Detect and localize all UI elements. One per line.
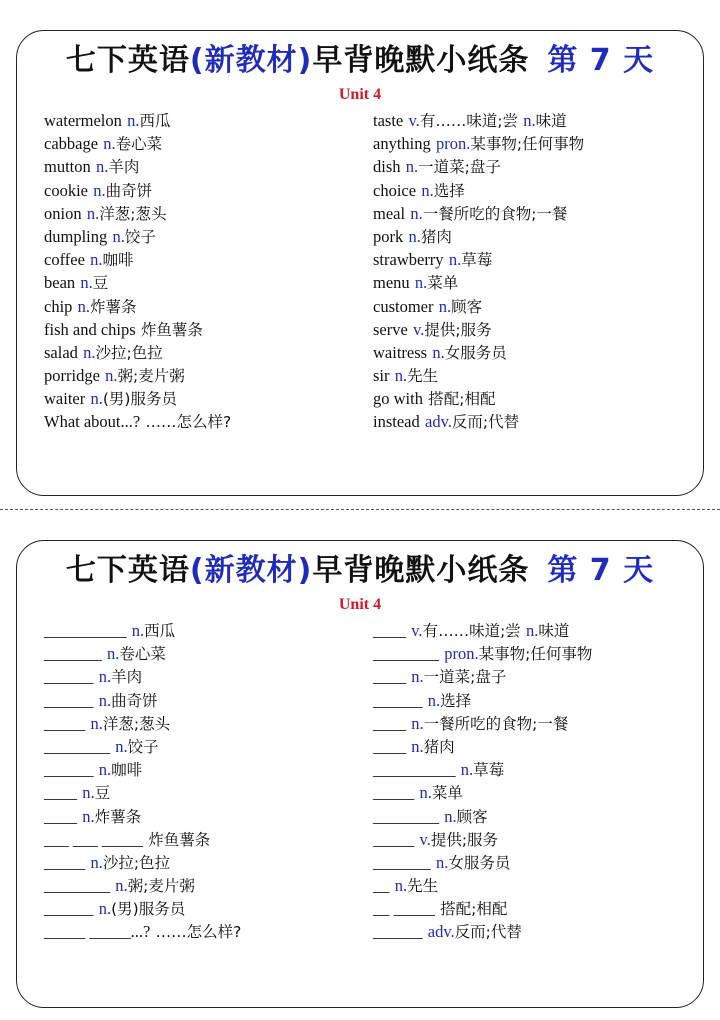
answer-blank: __________ [44, 621, 127, 640]
part-of-speech: n. [103, 134, 116, 154]
dictation-row [373, 642, 693, 665]
dictation-row [44, 758, 364, 781]
part-of-speech: n. [127, 111, 140, 130]
answer-blank: ____ [373, 736, 406, 756]
chinese-meaning: 搭配;相配 [440, 900, 508, 919]
part-of-speech: n. [98, 760, 112, 780]
answer-blank: ________ [373, 644, 439, 664]
part-of-speech: adv. [425, 412, 452, 432]
part-of-speech: n. [411, 667, 424, 687]
chinese-meaning: 搭配;相配 [428, 390, 496, 409]
title-highlight: (新教材) [189, 553, 313, 588]
part-of-speech: n. [90, 852, 103, 872]
english-word: coffee [44, 250, 85, 270]
dictation-row [44, 920, 364, 943]
dictation-row [373, 665, 693, 688]
part-of-speech: n. [411, 736, 424, 756]
part-of-speech: n. [107, 644, 120, 664]
cut-line [0, 509, 720, 510]
chinese-meaning: 洋葱;葱头 [102, 714, 171, 733]
vocab-row [44, 341, 364, 364]
part-of-speech: n. [90, 389, 103, 409]
english-word: onion [44, 203, 82, 223]
chinese-meaning: 羊肉 [111, 668, 143, 687]
vocab-row [44, 225, 364, 248]
chinese-meaning: 咖啡 [102, 251, 134, 270]
dictation-row [44, 665, 364, 688]
unit-label: Unit 4 [338, 596, 382, 613]
part-of-speech: n. [419, 783, 432, 803]
dictation-column-right [373, 619, 693, 944]
part-of-speech: n. [131, 621, 145, 640]
part-of-speech: n. [82, 806, 95, 826]
chinese-meaning: 某事物;任何事物 [478, 645, 593, 664]
part-of-speech: n. [394, 366, 408, 386]
answer-blank: __ _____ [373, 899, 435, 919]
english-word: meal [373, 203, 406, 223]
dictation-row [373, 920, 693, 943]
part-of-speech: n. [414, 273, 428, 293]
english-word: serve [373, 319, 408, 339]
chinese-meaning: 先生 [407, 367, 439, 386]
chinese-meaning: 提供;服务 [430, 830, 499, 849]
vocab-column-left [44, 109, 364, 434]
vocab-row [44, 295, 364, 318]
chinese-meaning: 反而;代替 [454, 923, 522, 942]
dictation-row [373, 758, 693, 781]
part-of-speech: n. [96, 157, 109, 177]
chinese-meaning: 有……味道;尝 [419, 112, 519, 130]
dictation-row [373, 689, 693, 712]
answer-blank: ________ [373, 806, 439, 826]
answer-blank: __ [373, 876, 390, 896]
chinese-meaning: 曲奇饼 [111, 691, 158, 710]
chinese-meaning: 饺子 [124, 227, 156, 246]
answer-blank: _____ [44, 713, 86, 733]
dictation-row [44, 689, 364, 712]
vocab-row [373, 109, 693, 132]
dictation-row [373, 781, 693, 804]
part-of-speech: n. [405, 157, 419, 177]
chinese-meaning: 洋葱;葱头 [99, 204, 167, 223]
dictation-row [373, 712, 693, 735]
part-of-speech: n. [436, 852, 449, 872]
part-of-speech: n. [460, 760, 474, 780]
answer-blank: ______ [44, 690, 94, 710]
part-of-speech: n. [448, 250, 462, 270]
title-suffix: 早背晚默小纸条 [312, 553, 530, 588]
english-word: mutton [44, 157, 91, 177]
part-of-speech: n. [526, 621, 539, 640]
dictation-row [44, 712, 364, 735]
part-of-speech: n. [444, 806, 457, 826]
vocab-row [44, 318, 364, 341]
part-of-speech: n. [408, 226, 421, 246]
english-word: bean [44, 273, 76, 293]
chinese-meaning: 提供;服务 [424, 320, 492, 339]
english-word: pork [373, 226, 404, 246]
chinese-meaning: 女服务员 [448, 853, 511, 872]
unit-label: Unit 4 [338, 86, 382, 103]
dictation-row [373, 874, 693, 897]
dictation-row [44, 828, 364, 851]
title-prefix: 七下英语 [65, 553, 190, 588]
english-word: strawberry [373, 250, 444, 270]
day-label: 第 7 天 [547, 43, 655, 78]
english-word: dish [373, 157, 401, 177]
answer-blank: ________ [44, 876, 110, 896]
answer-blank: ____ [44, 806, 77, 826]
chinese-meaning: 味道 [538, 622, 570, 640]
vocab-row [373, 155, 693, 178]
part-of-speech: n. [115, 876, 128, 896]
chinese-meaning: 沙拉;色拉 [95, 343, 163, 362]
chinese-meaning: 沙拉;色拉 [102, 853, 171, 872]
vocab-row [44, 364, 364, 387]
part-of-speech: adv. [427, 922, 455, 942]
chinese-meaning: 西瓜 [139, 112, 171, 130]
vocab-column-right [373, 109, 693, 434]
vocab-row [373, 202, 693, 225]
part-of-speech: n. [98, 690, 112, 710]
dictation-row [373, 828, 693, 851]
english-word: taste [373, 111, 404, 130]
part-of-speech: n. [98, 667, 112, 687]
chinese-meaning: 猪肉 [420, 227, 452, 246]
answer-blank: _____ [44, 852, 86, 872]
part-of-speech: n. [427, 690, 441, 710]
chinese-meaning: 西瓜 [144, 622, 176, 640]
vocab-row [44, 202, 364, 225]
chinese-meaning: 卷心菜 [119, 645, 166, 664]
part-of-speech: v. [411, 621, 423, 640]
answer-blank: ___ ___ _____ [44, 829, 143, 849]
chinese-meaning: 顾客 [451, 297, 483, 316]
part-of-speech: n. [98, 899, 112, 919]
answer-blank: _____ [373, 829, 415, 849]
chinese-meaning: 菜单 [431, 784, 463, 803]
part-of-speech: v. [413, 319, 425, 339]
vocab-row [373, 318, 693, 341]
answer-blank: ______ [373, 690, 423, 710]
english-word: sir [373, 366, 390, 386]
answer-blank: ______ [44, 899, 94, 919]
dictation-column-left [44, 619, 364, 944]
chinese-meaning: 某事物;任何事物 [470, 135, 585, 154]
english-word: anything [373, 134, 431, 154]
chinese-meaning: 饺子 [127, 737, 159, 756]
dictation-row [373, 851, 693, 874]
english-word: fish and chips [44, 319, 136, 339]
part-of-speech: n. [115, 736, 128, 756]
part-of-speech: n. [394, 876, 408, 896]
answer-blank: ____ [373, 667, 406, 687]
chinese-meaning: 选择 [440, 691, 472, 710]
chinese-meaning: 猪肉 [423, 737, 455, 756]
chinese-meaning: ……怎么样? [145, 413, 232, 432]
chinese-meaning: 一道菜;盘子 [423, 668, 507, 687]
part-of-speech: pron. [436, 134, 471, 154]
chinese-meaning: 草莓 [461, 251, 493, 270]
chinese-meaning: 一餐所吃的食物;一餐 [423, 714, 569, 733]
chinese-meaning: 反而;代替 [451, 413, 520, 432]
part-of-speech: n. [438, 296, 452, 316]
part-of-speech: n. [77, 296, 91, 316]
chinese-meaning: 有……味道;尝 [422, 622, 521, 640]
part-of-speech: n. [523, 111, 536, 130]
english-word: dumpling [44, 226, 108, 246]
vocab-row [373, 225, 693, 248]
chinese-meaning: 一道菜;盘子 [418, 158, 501, 177]
part-of-speech: n. [86, 203, 100, 223]
answer-blank: ____ [373, 621, 406, 640]
vocab-row [373, 271, 693, 294]
vocab-row [44, 179, 364, 202]
answer-blank: ______ [44, 760, 94, 780]
chinese-meaning: 炸鱼薯条 [140, 320, 203, 339]
answer-blank: _______ [44, 644, 102, 664]
vocab-row [373, 364, 693, 387]
chinese-meaning: 卷心菜 [115, 135, 163, 154]
part-of-speech: n. [112, 226, 125, 246]
answer-blank: _____ _____...? [44, 922, 151, 942]
dictation-row [44, 781, 364, 804]
english-word: cabbage [44, 134, 99, 154]
card-title [17, 551, 703, 591]
chinese-meaning: 炸薯条 [90, 297, 137, 316]
chinese-meaning: 咖啡 [111, 761, 143, 780]
chinese-meaning: 炸鱼薯条 [148, 830, 211, 849]
part-of-speech: v. [419, 829, 431, 849]
part-of-speech: n. [93, 180, 106, 200]
english-word: porridge [44, 366, 100, 386]
vocab-row [373, 179, 693, 202]
chinese-meaning: ……怎么样? [155, 923, 242, 942]
vocab-row [373, 387, 693, 410]
answer-blank: ________ [44, 736, 110, 756]
part-of-speech: n. [80, 273, 93, 293]
vocab-row [44, 109, 364, 132]
dictation-row [44, 805, 364, 828]
chinese-meaning: 先生 [407, 877, 439, 896]
chinese-meaning: 草莓 [473, 761, 505, 780]
chinese-meaning: (男)服务员 [102, 390, 177, 409]
english-word: customer [373, 296, 434, 316]
answer-blank: _____ [373, 783, 415, 803]
dictation-row [44, 874, 364, 897]
answer-blank: __________ [373, 760, 456, 780]
day-label: 第 7 天 [547, 553, 655, 588]
dictation-row [44, 619, 364, 642]
title-highlight: (新教材) [189, 43, 313, 78]
vocab-row [373, 410, 693, 433]
part-of-speech: n. [432, 342, 445, 362]
dictation-row [373, 619, 693, 642]
part-of-speech: n. [90, 250, 103, 270]
part-of-speech: pron. [444, 644, 479, 664]
dictation-row [44, 851, 364, 874]
dictation-card [16, 540, 704, 1008]
title-prefix: 七下英语 [65, 43, 190, 78]
english-word: watermelon [44, 111, 122, 130]
english-word: chip [44, 296, 73, 316]
chinese-meaning: 豆 [92, 274, 109, 293]
study-card [16, 30, 704, 496]
english-word: What about...? [44, 412, 141, 432]
english-word: choice [373, 180, 417, 200]
vocab-row [44, 248, 364, 271]
part-of-speech: n. [421, 180, 434, 200]
dictation-row [373, 735, 693, 758]
part-of-speech: n. [411, 713, 424, 733]
english-word: waiter [44, 389, 86, 409]
part-of-speech: n. [83, 342, 96, 362]
english-word: go with [373, 389, 423, 409]
chinese-meaning: 顾客 [456, 807, 488, 826]
title-suffix: 早背晚默小纸条 [312, 43, 530, 78]
dictation-row [44, 897, 364, 920]
chinese-meaning: 炸薯条 [94, 807, 142, 826]
answer-blank: ____ [44, 783, 77, 803]
chinese-meaning: 菜单 [427, 274, 459, 293]
answer-blank: ____ [373, 713, 406, 733]
vocab-row [373, 132, 693, 155]
part-of-speech: n. [90, 713, 103, 733]
dictation-row [373, 805, 693, 828]
chinese-meaning: 羊肉 [108, 158, 140, 177]
chinese-meaning: 豆 [94, 784, 111, 803]
vocab-row [373, 295, 693, 318]
vocab-row [373, 248, 693, 271]
chinese-meaning: 女服务员 [444, 343, 507, 362]
part-of-speech: n. [410, 203, 423, 223]
chinese-meaning: (男)服务员 [111, 900, 186, 919]
english-word: instead [373, 412, 420, 432]
chinese-meaning: 选择 [433, 181, 465, 200]
english-word: salad [44, 342, 78, 362]
english-word: cookie [44, 180, 88, 200]
chinese-meaning: 粥;麦片粥 [127, 877, 195, 896]
vocab-row [44, 387, 364, 410]
english-word: menu [373, 273, 410, 293]
part-of-speech: n. [82, 783, 95, 803]
part-of-speech: n. [105, 366, 118, 386]
vocab-row [44, 410, 364, 433]
dictation-row [44, 735, 364, 758]
chinese-meaning: 粥;麦片粥 [117, 367, 185, 386]
vocab-row [44, 155, 364, 178]
dictation-row [44, 642, 364, 665]
vocab-row [44, 132, 364, 155]
card-title [17, 41, 703, 81]
chinese-meaning: 曲奇饼 [105, 181, 153, 200]
answer-blank: ______ [44, 667, 94, 687]
chinese-meaning: 味道 [535, 112, 567, 130]
answer-blank: ______ [373, 922, 423, 942]
vocab-row [44, 271, 364, 294]
vocab-row [373, 341, 693, 364]
chinese-meaning: 一餐所吃的食物;一餐 [422, 204, 568, 223]
dictation-row [373, 897, 693, 920]
answer-blank: _______ [373, 852, 431, 872]
english-word: waitress [373, 342, 428, 362]
part-of-speech: v. [408, 111, 420, 130]
